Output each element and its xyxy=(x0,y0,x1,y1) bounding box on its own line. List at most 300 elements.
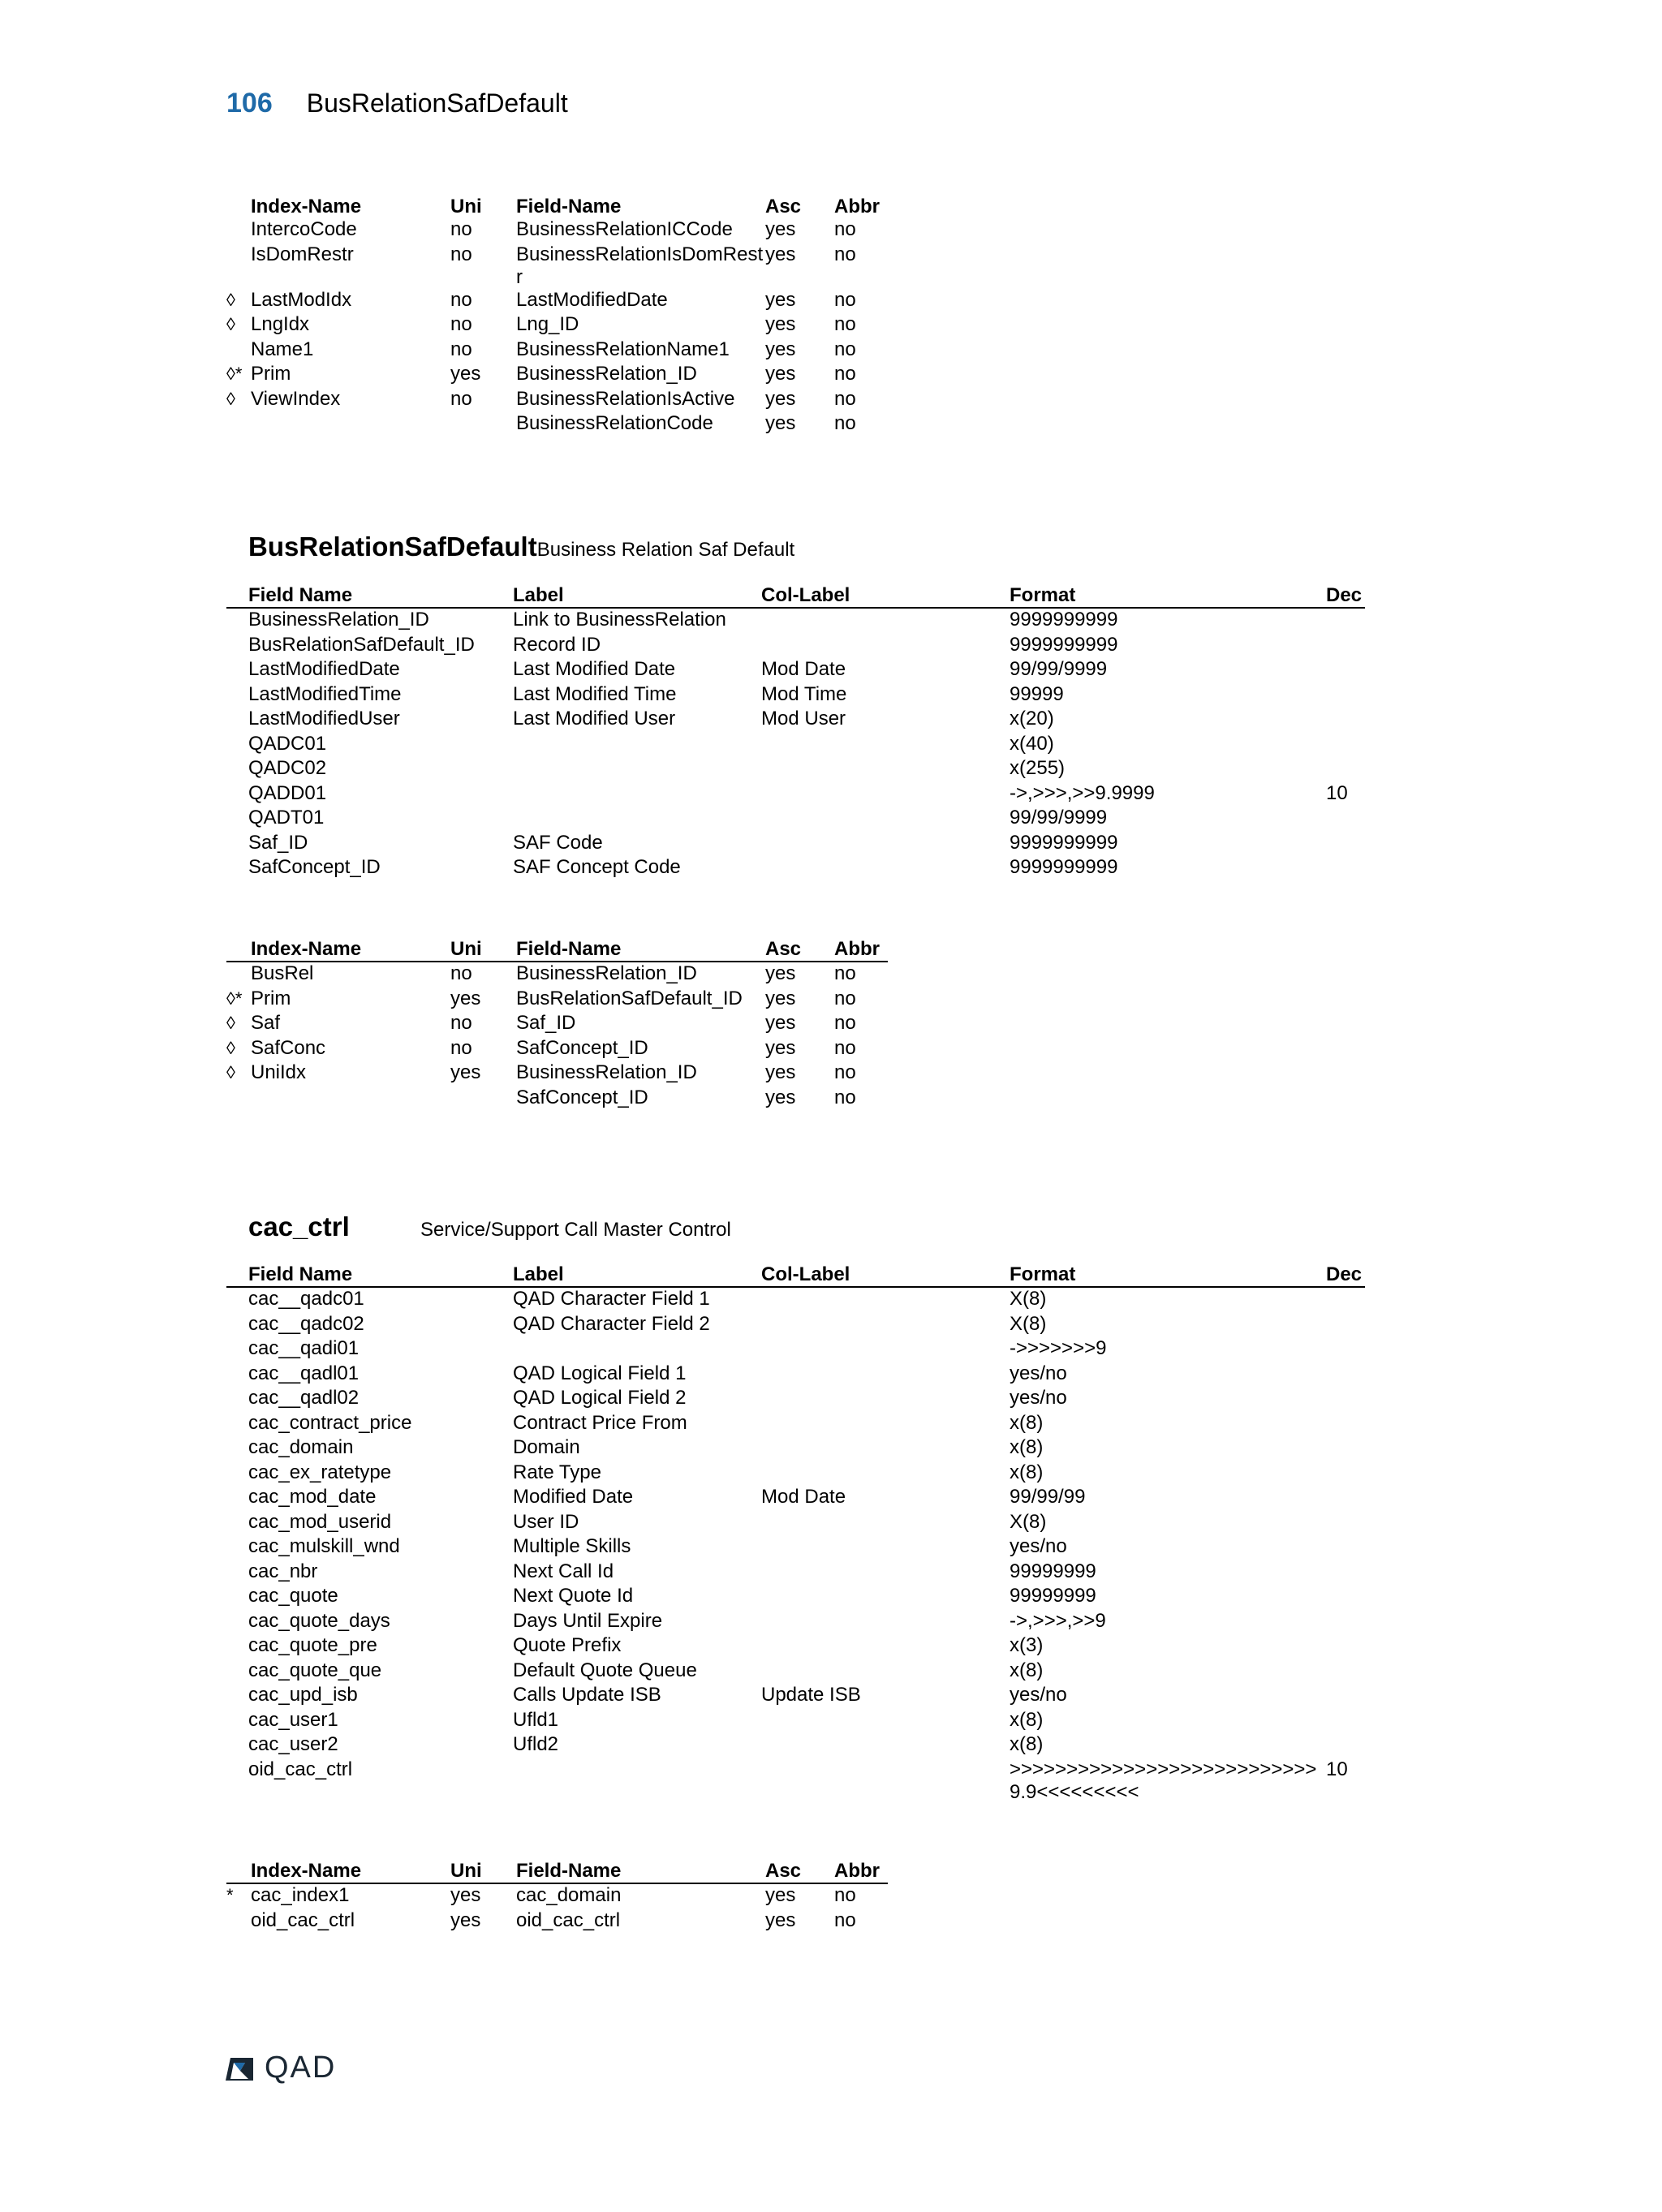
index-field-name: BusinessRelationName1 xyxy=(516,338,730,360)
index-row xyxy=(226,412,888,437)
field-label: Next Quote Id xyxy=(513,1585,634,1607)
field-col-label xyxy=(761,1659,1010,1685)
index-field-name: LastModifiedDate xyxy=(516,288,668,311)
index-field-name: BusinessRelationIsDomRestr xyxy=(516,243,764,288)
index-row xyxy=(226,962,888,988)
index-marker xyxy=(226,1087,251,1112)
index-abbreviated: no xyxy=(834,1012,856,1034)
index-unique: yes xyxy=(450,987,481,1009)
field-decimals xyxy=(1326,1362,1365,1388)
page-title: BusRelationSafDefault xyxy=(306,88,568,118)
index-unique: no xyxy=(450,218,472,240)
index-unique: no xyxy=(450,1012,472,1034)
field-col-label: Mod Date xyxy=(761,658,846,680)
index-abbreviated: no xyxy=(834,338,856,360)
field-col-label xyxy=(761,1733,1010,1758)
field-name: LastModifiedTime xyxy=(248,682,402,705)
field-label: Link to BusinessRelation xyxy=(513,609,726,630)
index-ascending: yes xyxy=(765,363,796,385)
index-name: Saf xyxy=(251,1012,281,1034)
index-name: Prim xyxy=(251,363,291,385)
field-format: x(8) xyxy=(1010,1436,1044,1458)
column-header: Uni xyxy=(450,1860,482,1882)
field-name: QADC01 xyxy=(248,732,327,755)
column-header: Abbr xyxy=(834,196,880,217)
field-format: x(8) xyxy=(1010,1659,1044,1681)
field-format: x(20) xyxy=(1010,708,1054,729)
row-spacer xyxy=(226,832,248,857)
column-header: Index-Name xyxy=(251,196,362,217)
index-abbreviated: no xyxy=(834,218,856,240)
field-decimals xyxy=(1326,1337,1365,1362)
index-name: BusRel xyxy=(251,962,314,984)
index-name: oid_cac_ctrl xyxy=(251,1909,355,1931)
field-row xyxy=(226,1659,1365,1685)
index-marker xyxy=(226,218,251,243)
index-unique: no xyxy=(450,243,472,265)
index-ascending: yes xyxy=(765,1061,796,1083)
field-label: QAD Character Field 1 xyxy=(513,1288,710,1310)
field-label: Last Modified User xyxy=(513,708,676,729)
index-abbreviated: no xyxy=(834,1036,856,1059)
field-col-label xyxy=(761,1461,1010,1487)
field-col-label xyxy=(761,757,1010,782)
field-format: 9999999999 xyxy=(1010,856,1118,878)
index-abbreviated: no xyxy=(834,288,856,311)
column-header: Uni xyxy=(450,196,482,217)
field-row xyxy=(226,1486,1365,1511)
field-col-label xyxy=(761,1610,1010,1635)
index-marker: ◊ xyxy=(226,388,235,409)
field-format: yes/no xyxy=(1010,1362,1067,1384)
index-field-name: BusinessRelation_ID xyxy=(516,962,697,984)
field-col-label xyxy=(761,782,1010,807)
field-col-label xyxy=(761,1535,1010,1560)
field-format: >>>>>>>>>>>>>>>>>>>>>>>>>>>9.9<<<<<<<<< xyxy=(1010,1758,1317,1803)
index-ascending: yes xyxy=(765,962,796,984)
column-header: Dec xyxy=(1326,584,1363,606)
field-row xyxy=(226,683,1365,708)
field-label: QAD Logical Field 1 xyxy=(513,1362,687,1384)
field-col-label xyxy=(761,1585,1010,1610)
field-row xyxy=(226,1461,1365,1487)
field-name: cac__qadc01 xyxy=(248,1288,364,1310)
row-spacer xyxy=(226,1387,248,1412)
field-row xyxy=(226,1560,1365,1586)
field-name: QADC02 xyxy=(248,757,327,779)
index-unique: no xyxy=(450,288,472,311)
field-name: cac_quote_que xyxy=(248,1659,382,1681)
field-name: cac_quote xyxy=(248,1585,338,1607)
field-col-label: Mod User xyxy=(761,708,846,729)
index-marker: ◊ xyxy=(226,289,235,310)
index-name: LastModIdx xyxy=(251,288,352,311)
column-header: Asc xyxy=(765,196,802,217)
field-row xyxy=(226,1337,1365,1362)
field-name: cac_upd_isb xyxy=(248,1684,358,1706)
field-decimals xyxy=(1326,1461,1365,1487)
field-label: Calls Update ISB xyxy=(513,1684,661,1706)
index-abbreviated: no xyxy=(834,1909,856,1931)
field-decimals xyxy=(1326,1684,1365,1709)
table-name: cac_ctrl xyxy=(248,1211,350,1242)
field-label xyxy=(513,1337,761,1362)
field-decimals xyxy=(1326,683,1365,708)
table-title-cac-ctrl xyxy=(248,1211,731,1242)
field-name: cac_mod_userid xyxy=(248,1510,392,1533)
index-marker: ◊ xyxy=(226,1037,235,1058)
index-marker xyxy=(226,338,251,364)
header-spacer xyxy=(226,1857,251,1883)
field-label: Contract Price From xyxy=(513,1411,687,1434)
field-format: 99/99/9999 xyxy=(1010,658,1108,680)
index-row xyxy=(226,1012,888,1037)
index-row xyxy=(226,338,888,364)
field-decimals xyxy=(1326,1560,1365,1586)
field-col-label xyxy=(761,1436,1010,1461)
field-format: 99999999 xyxy=(1010,1560,1096,1582)
index-unique: yes xyxy=(450,1909,481,1931)
row-spacer xyxy=(226,1287,248,1313)
index-name: IntercoCode xyxy=(251,218,357,240)
row-spacer xyxy=(226,1733,248,1758)
column-header: Col-Label xyxy=(761,584,850,606)
index-ascending: yes xyxy=(765,412,796,434)
index-ascending: yes xyxy=(765,1909,796,1931)
field-format: 9999999999 xyxy=(1010,831,1118,854)
field-format: x(8) xyxy=(1010,1733,1044,1755)
logo-text: QAD xyxy=(265,2051,337,2085)
row-spacer xyxy=(226,1337,248,1362)
field-name: QADD01 xyxy=(248,781,327,804)
column-header: Format xyxy=(1010,584,1076,606)
field-col-label xyxy=(761,1709,1010,1734)
field-row xyxy=(226,1313,1365,1338)
index-ascending: yes xyxy=(765,1036,796,1059)
index-row xyxy=(226,289,888,314)
field-label: QAD Character Field 2 xyxy=(513,1312,710,1335)
field-decimals xyxy=(1326,608,1365,634)
table-description: Service/Support Call Master Control xyxy=(420,1219,731,1241)
field-label: Rate Type xyxy=(513,1461,601,1483)
field-row xyxy=(226,708,1365,733)
field-decimals xyxy=(1326,1412,1365,1437)
field-format: x(255) xyxy=(1010,757,1066,779)
index-row xyxy=(226,1061,888,1087)
index-name xyxy=(251,412,450,437)
index-unique: no xyxy=(450,313,472,335)
field-decimals xyxy=(1326,658,1365,683)
field-row xyxy=(226,757,1365,782)
index-ascending: yes xyxy=(765,1086,796,1108)
field-row xyxy=(226,1585,1365,1610)
index-unique: yes xyxy=(450,363,481,385)
field-name: LastModifiedDate xyxy=(248,658,400,680)
field-name: cac_nbr xyxy=(248,1560,318,1582)
field-row xyxy=(226,856,1365,881)
column-header: Index-Name xyxy=(251,1860,362,1882)
header-spacer xyxy=(226,936,251,962)
index-row xyxy=(226,363,888,388)
field-row xyxy=(226,1436,1365,1461)
field-col-label xyxy=(761,1560,1010,1586)
field-format: ->,>>>,>>9.9999 xyxy=(1010,781,1155,804)
field-label: Days Until Expire xyxy=(513,1609,663,1632)
field-col-label xyxy=(761,1313,1010,1338)
index-row xyxy=(226,243,888,289)
header-spacer xyxy=(226,193,251,218)
field-decimals xyxy=(1326,708,1365,733)
field-name: cac_contract_price xyxy=(248,1411,412,1434)
field-format: yes/no xyxy=(1010,1535,1067,1557)
index-unique: yes xyxy=(450,1061,481,1083)
field-col-label xyxy=(761,608,1010,634)
table-name: BusRelationSafDefault xyxy=(248,531,537,562)
column-header: Field-Name xyxy=(516,938,622,960)
field-format: 99999999 xyxy=(1010,1585,1096,1607)
field-row xyxy=(226,1387,1365,1412)
field-table-header xyxy=(226,1261,1365,1287)
field-decimals xyxy=(1326,733,1365,758)
field-col-label xyxy=(761,1758,1010,1804)
field-row xyxy=(226,807,1365,832)
field-decimals xyxy=(1326,807,1365,832)
field-name: cac__qadc02 xyxy=(248,1312,364,1335)
field-decimals xyxy=(1326,1634,1365,1659)
field-col-label xyxy=(761,807,1010,832)
field-label: Multiple Skills xyxy=(513,1535,631,1557)
row-spacer xyxy=(226,1709,248,1734)
field-decimals: 10 xyxy=(1326,1758,1348,1780)
table-title-busrelationsafdefault xyxy=(248,531,794,562)
index-row xyxy=(226,388,888,413)
column-header: Field Name xyxy=(248,1263,353,1285)
index-abbreviated: no xyxy=(834,1061,856,1083)
column-header: Abbr xyxy=(834,938,880,960)
field-label: Ufld2 xyxy=(513,1733,559,1755)
field-format: x(3) xyxy=(1010,1634,1044,1656)
row-spacer xyxy=(226,658,248,683)
index-table-header xyxy=(226,193,888,218)
field-row xyxy=(226,782,1365,807)
page-number: 106 xyxy=(226,88,273,118)
row-spacer xyxy=(226,1659,248,1685)
field-row xyxy=(226,1709,1365,1734)
row-spacer xyxy=(226,856,248,881)
field-label: Quote Prefix xyxy=(513,1634,622,1656)
field-label: QAD Logical Field 2 xyxy=(513,1387,687,1409)
header-spacer xyxy=(226,1261,248,1287)
column-header: Field Name xyxy=(248,584,353,606)
field-decimals xyxy=(1326,1511,1365,1536)
field-row xyxy=(226,1634,1365,1659)
field-format: X(8) xyxy=(1010,1312,1047,1335)
index-field-name: Lng_ID xyxy=(516,313,579,335)
index-name: Prim xyxy=(251,987,291,1009)
field-decimals xyxy=(1326,1287,1365,1313)
field-format: 99/99/9999 xyxy=(1010,807,1108,828)
field-format: yes/no xyxy=(1010,1387,1067,1409)
field-name: Saf_ID xyxy=(248,831,308,854)
index-unique: yes xyxy=(450,1884,481,1906)
index-ascending: yes xyxy=(765,987,796,1009)
field-col-label xyxy=(761,1412,1010,1437)
index-ascending: yes xyxy=(765,338,796,360)
field-decimals xyxy=(1326,634,1365,659)
row-spacer xyxy=(226,1412,248,1437)
field-label: Modified Date xyxy=(513,1486,634,1508)
field-row xyxy=(226,1412,1365,1437)
index-ascending: yes xyxy=(765,387,796,410)
field-format: x(40) xyxy=(1010,732,1054,755)
field-col-label: Mod Time xyxy=(761,682,847,705)
field-format: x(8) xyxy=(1010,1411,1044,1434)
row-spacer xyxy=(226,1585,248,1610)
field-format: ->,>>>,>>9 xyxy=(1010,1609,1106,1632)
field-label xyxy=(513,757,761,782)
index-abbreviated: no xyxy=(834,412,856,434)
field-decimals xyxy=(1326,1387,1365,1412)
field-name: cac_user1 xyxy=(248,1708,338,1731)
field-table-busrelationsafdefault xyxy=(226,582,1365,881)
row-spacer xyxy=(226,683,248,708)
field-table-cac-ctrl xyxy=(226,1261,1365,1804)
index-field-name: oid_cac_ctrl xyxy=(516,1909,621,1931)
column-header: Dec xyxy=(1326,1263,1363,1285)
row-spacer xyxy=(226,1486,248,1511)
row-spacer xyxy=(226,1461,248,1487)
index-unique: no xyxy=(450,962,472,984)
index-marker xyxy=(226,243,251,289)
index-abbreviated: no xyxy=(834,243,856,265)
column-header: Format xyxy=(1010,1263,1076,1285)
field-name: BusinessRelation_ID xyxy=(248,609,429,630)
field-name: cac_user2 xyxy=(248,1733,338,1755)
row-spacer xyxy=(226,1758,248,1804)
index-table-busrelationsafdefault xyxy=(226,936,888,1111)
field-label: Ufld1 xyxy=(513,1708,559,1731)
index-ascending: yes xyxy=(765,288,796,311)
field-col-label xyxy=(761,1511,1010,1536)
column-header: Col-Label xyxy=(761,1263,850,1285)
field-row xyxy=(226,608,1365,634)
index-name: ViewIndex xyxy=(251,387,341,410)
field-format: 9999999999 xyxy=(1010,609,1118,630)
index-table-continued xyxy=(226,193,888,437)
field-col-label xyxy=(761,1362,1010,1388)
row-spacer xyxy=(226,1511,248,1536)
field-format: x(8) xyxy=(1010,1461,1044,1483)
field-decimals xyxy=(1326,1436,1365,1461)
index-abbreviated: no xyxy=(834,987,856,1009)
field-label: Default Quote Queue xyxy=(513,1659,697,1681)
field-col-label xyxy=(761,1337,1010,1362)
index-unique: no xyxy=(450,1036,472,1059)
index-field-name: SafConcept_ID xyxy=(516,1036,648,1059)
field-row xyxy=(226,733,1365,758)
row-spacer xyxy=(226,807,248,832)
index-field-name: BusinessRelation_ID xyxy=(516,1061,697,1083)
index-unique xyxy=(450,1087,516,1112)
index-marker xyxy=(226,1909,251,1934)
index-abbreviated: no xyxy=(834,1884,856,1906)
field-format: 99999 xyxy=(1010,682,1064,705)
field-label: Domain xyxy=(513,1436,580,1458)
index-marker: ◊* xyxy=(226,988,243,1009)
field-row xyxy=(226,1362,1365,1388)
field-name: cac_quote_days xyxy=(248,1609,390,1632)
index-unique: no xyxy=(450,338,472,360)
row-spacer xyxy=(226,1535,248,1560)
index-abbreviated: no xyxy=(834,363,856,385)
field-col-label xyxy=(761,832,1010,857)
index-row xyxy=(226,313,888,338)
field-decimals xyxy=(1326,1486,1365,1511)
field-col-label: Update ISB xyxy=(761,1684,861,1706)
index-field-name: BusinessRelation_ID xyxy=(516,363,697,385)
column-header: Uni xyxy=(450,938,482,960)
field-name: SafConcept_ID xyxy=(248,856,381,878)
index-name: SafConc xyxy=(251,1036,326,1059)
field-label xyxy=(513,1758,761,1804)
column-header: Asc xyxy=(765,1860,802,1882)
index-ascending: yes xyxy=(765,313,796,335)
field-format: x(8) xyxy=(1010,1708,1044,1731)
row-spacer xyxy=(226,1313,248,1338)
index-table-header xyxy=(226,1857,888,1883)
field-name: BusRelationSafDefault_ID xyxy=(248,633,475,656)
index-field-name: Saf_ID xyxy=(516,1012,576,1034)
row-spacer xyxy=(226,708,248,733)
index-ascending: yes xyxy=(765,243,796,265)
index-ascending: yes xyxy=(765,218,796,240)
index-name: UniIdx xyxy=(251,1061,307,1083)
field-name: cac_mod_date xyxy=(248,1486,377,1508)
index-name: LngIdx xyxy=(251,313,310,335)
column-header: Asc xyxy=(765,938,802,960)
column-header: Label xyxy=(513,584,564,606)
field-decimals xyxy=(1326,856,1365,881)
field-format: 9999999999 xyxy=(1010,633,1118,656)
field-name: cac_mulskill_wnd xyxy=(248,1535,400,1557)
index-marker: ◊* xyxy=(226,364,243,384)
index-marker xyxy=(226,962,251,988)
row-spacer xyxy=(226,1610,248,1635)
field-row xyxy=(226,1733,1365,1758)
field-decimals xyxy=(1326,1709,1365,1734)
field-name: oid_cac_ctrl xyxy=(248,1758,353,1780)
index-name: Name1 xyxy=(251,338,314,360)
field-col-label xyxy=(761,1287,1010,1313)
field-label xyxy=(513,807,761,832)
field-label: SAF Concept Code xyxy=(513,856,681,878)
index-ascending: yes xyxy=(765,1012,796,1034)
field-label: Record ID xyxy=(513,633,601,656)
field-label: Last Modified Time xyxy=(513,682,677,705)
index-name: cac_index1 xyxy=(251,1884,350,1906)
index-unique xyxy=(450,412,516,437)
field-decimals: 10 xyxy=(1326,781,1348,804)
field-label xyxy=(513,733,761,758)
field-col-label xyxy=(761,733,1010,758)
row-spacer xyxy=(226,1436,248,1461)
index-row xyxy=(226,218,888,243)
index-name xyxy=(251,1087,450,1112)
index-row xyxy=(226,1883,888,1909)
index-field-name: BusinessRelationICCode xyxy=(516,218,733,240)
field-col-label xyxy=(761,1387,1010,1412)
index-field-name: SafConcept_ID xyxy=(516,1086,648,1108)
